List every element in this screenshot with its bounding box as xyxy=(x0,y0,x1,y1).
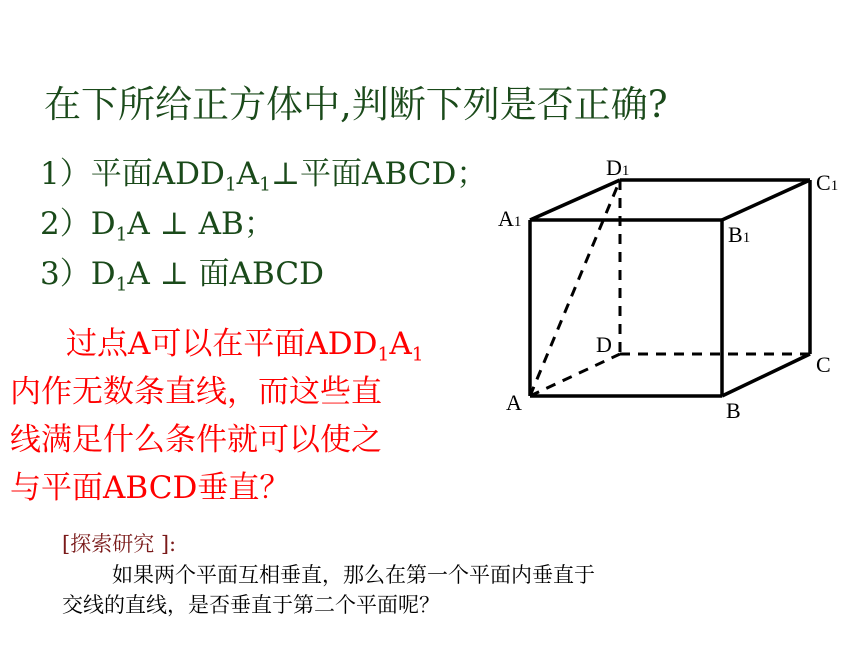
subscript: 1 xyxy=(224,174,237,196)
statement-1-text: 1）平面ADD xyxy=(40,156,225,192)
question-line-2: 内作无数条直线，而这些直 xyxy=(10,374,382,410)
subscript: 1 xyxy=(259,174,271,196)
statement-3 xyxy=(40,248,487,298)
subscript: 1 xyxy=(115,274,128,296)
edge-a1-d1 xyxy=(530,180,620,220)
subscript: 1 xyxy=(377,344,390,366)
label-d: D xyxy=(596,332,612,357)
explore-line-1: 如果两个平面互相垂直，那么在第一个平面内垂直于 xyxy=(112,563,595,587)
statement-1-text-mid: A xyxy=(236,156,260,192)
page-title: 在下所给正方体中,判断下列是否正确? xyxy=(44,83,668,126)
statement-list xyxy=(40,148,487,298)
label-b1: B1 xyxy=(728,222,751,247)
statement-1-text-end: ⊥平面ABCD； xyxy=(270,156,488,192)
explore-question xyxy=(62,560,822,620)
label-a: A xyxy=(506,390,522,415)
question-text: A xyxy=(389,326,412,362)
question-highlight xyxy=(10,320,480,512)
label-d1: D1 xyxy=(606,155,630,180)
question-line-3: 线满足什么条件就可以使之 xyxy=(10,422,382,458)
label-c1: C1 xyxy=(816,170,839,195)
explore-line-2: 交线的直线，是否垂直于第二个平面呢？ xyxy=(62,593,440,617)
label-a1: A1 xyxy=(498,206,522,231)
edge-b1-c1 xyxy=(722,180,810,220)
statement-3-text: 3）D xyxy=(40,256,116,292)
statement-1 xyxy=(40,148,487,198)
label-c: C xyxy=(816,352,831,377)
edge-b-c xyxy=(722,354,810,396)
cube-diagram xyxy=(490,150,860,430)
subscript: 1 xyxy=(115,224,128,246)
subscript: 1 xyxy=(411,344,424,366)
statement-2-text-end: A ⊥ AB； xyxy=(127,206,275,242)
label-b: B xyxy=(726,398,741,423)
explore-heading: [探索研究 ]: xyxy=(62,532,177,556)
statement-2-text: 2）D xyxy=(40,206,116,242)
statement-3-text-end: A ⊥ 面ABCD xyxy=(127,256,324,292)
statement-2 xyxy=(40,198,487,248)
question-line-4: 与平面ABCD垂直？ xyxy=(10,470,291,506)
question-text: 过点A可以在平面ADD xyxy=(66,326,378,362)
question-line-1 xyxy=(10,320,480,368)
